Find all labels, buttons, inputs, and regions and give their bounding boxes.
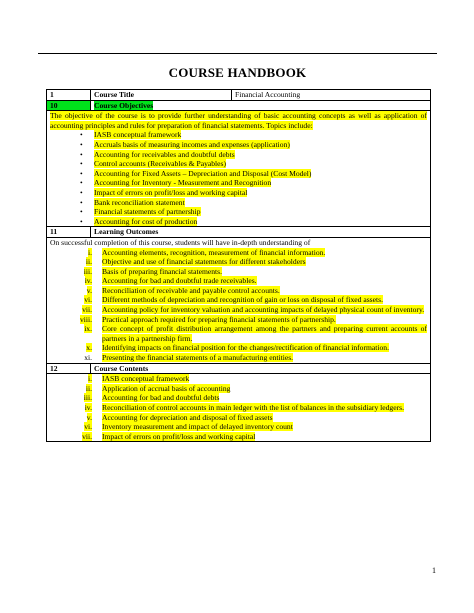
list-item-number: iv.	[84, 403, 92, 412]
list-item	[50, 248, 427, 258]
list-item-text: Financial statements of partnership	[94, 207, 201, 217]
list-item	[50, 393, 427, 403]
list-item	[50, 432, 427, 442]
page-title: COURSE HANDBOOK	[168, 65, 307, 80]
row-number: 10	[47, 101, 91, 111]
list-item	[80, 188, 427, 198]
list-item-text: Identifying impacts on financial position for the changes/rectification of financial information.	[102, 343, 389, 353]
list-item	[50, 343, 427, 353]
objectives-list	[50, 130, 427, 226]
list-item-number: ii.	[85, 383, 92, 393]
list-item-text: Objective and use of financial statements for different stakeholders	[102, 257, 306, 267]
list-item	[50, 267, 427, 277]
course-title-label: Course Title	[91, 90, 232, 100]
list-item	[50, 324, 427, 343]
list-item-number: ii.	[85, 257, 92, 267]
list-item	[50, 295, 427, 305]
section-heading: Learning Outcomes	[94, 227, 159, 237]
list-item-number: viii.	[79, 314, 92, 324]
list-item-text: Bank reconciliation statement	[94, 197, 185, 207]
table-row-contents-body	[47, 373, 430, 441]
course-title-value: Financial Accounting	[235, 90, 301, 99]
list-item	[50, 384, 427, 394]
list-item-text: Presenting the financial statements of a manufacturing entities.	[102, 353, 294, 363]
list-item-number: iv.	[84, 276, 92, 286]
course-table	[46, 89, 431, 442]
header-rule	[38, 53, 437, 54]
list-item-text: IASB conceptual framework	[102, 374, 190, 384]
list-item-number: vii.	[82, 431, 92, 441]
outcomes-list	[50, 248, 427, 363]
list-item	[80, 159, 427, 169]
outcomes-intro: On successful completion of this course, students will have in-depth understanding of	[50, 237, 311, 247]
list-item-text: Different methods of depreciation and recognition of gain or loss on disposal of fixed assets.	[102, 295, 383, 305]
list-item-number: v.	[86, 412, 92, 422]
list-item-text: Accounting for cost of production	[94, 216, 198, 226]
list-item-number: vi.	[84, 295, 92, 305]
list-item	[50, 353, 427, 363]
list-item-text: Reconciliation of receivable and payable control accounts.	[102, 285, 280, 295]
list-item-text: Accounting for bad and doubtful debts	[102, 393, 220, 403]
objectives-intro: The objective of the course is to provide further understanding of basic accounting concepts as well as application of accounting principles and rules for preparation of financial statements. Topics include:	[50, 111, 427, 130]
table-row-outcomes-header	[47, 226, 430, 237]
contents-list	[50, 374, 427, 441]
section-heading: Course Contents	[94, 363, 149, 373]
list-item-number: xi.	[84, 353, 92, 363]
list-item	[50, 286, 427, 296]
list-item-text: IASB conceptual framework	[94, 130, 182, 140]
list-item	[50, 374, 427, 384]
list-item-number: i.	[87, 374, 92, 384]
list-item-text: Core concept of profit distribution arrangement among the partners and preparing current accounts of partners in a partnership firm.	[102, 324, 427, 343]
list-item-text: Accounting for depreciation and disposal of fixed assets	[102, 412, 273, 422]
list-item	[50, 422, 427, 432]
row-number: 11	[47, 227, 91, 237]
list-item-number: x.	[86, 343, 92, 353]
list-item-text: Accounting for Fixed Assets – Depreciation and Disposal (Cost Model)	[94, 168, 312, 178]
list-item-text: Inventory measurement and impact of delayed inventory count	[102, 422, 293, 432]
list-item-text: Impact of errors on profit/loss and working capital	[102, 431, 256, 441]
table-row-outcomes-body	[47, 237, 430, 363]
list-item-text: Accounting for bad and doubtful trade receivables.	[102, 276, 257, 286]
list-item-text: Accruals basis of measuring incomes and expenses (application)	[94, 139, 290, 149]
row-number: 12	[47, 364, 91, 374]
list-item	[80, 198, 427, 208]
table-row-contents-header	[47, 363, 430, 374]
list-item-text: Accounting policy for inventory valuation and accounting impacts of delayed physical count of inventory.	[102, 305, 425, 315]
list-item	[80, 178, 427, 188]
list-item-text: Control accounts (Receivables & Payables)	[94, 159, 227, 169]
page-number: 1	[432, 566, 436, 575]
list-item	[80, 130, 427, 140]
list-item-number: ix.	[84, 324, 92, 334]
list-item	[50, 403, 427, 413]
list-item-text: Practical approach required for preparing financial statements of partnership.	[102, 314, 336, 324]
list-item-number: v.	[86, 285, 92, 295]
list-item-number: vii.	[82, 305, 92, 315]
table-row-objectives-header	[47, 100, 430, 111]
list-item-number: vi.	[84, 422, 92, 432]
list-item	[80, 207, 427, 217]
list-item-text: Basis of preparing financial statements.	[102, 266, 222, 276]
table-row-course-title	[47, 90, 430, 100]
list-item-number: i.	[87, 247, 92, 257]
list-item	[80, 150, 427, 160]
list-item-text: Application of accrual basis of accounting	[102, 383, 231, 393]
list-item	[80, 169, 427, 179]
list-item	[80, 217, 427, 227]
list-item	[50, 305, 427, 315]
row-number: 1	[47, 90, 91, 100]
list-item-text: Accounting elements, recognition, measurement of financial information.	[102, 247, 326, 257]
list-item	[80, 140, 427, 150]
list-item	[50, 276, 427, 286]
list-item-number: iii.	[83, 266, 92, 276]
table-row-objectives-body	[47, 110, 430, 226]
list-item	[50, 257, 427, 267]
list-item-text: Accounting for receivables and doubtful debts	[94, 149, 235, 159]
list-item-text: Reconciliation of control accounts in main ledger with the list of balances in the subsidiary ledgers.	[102, 403, 404, 412]
list-item-text: Impact of errors on profit/loss and working capital	[94, 187, 248, 197]
list-item	[50, 413, 427, 423]
list-item-text: Accounting for Inventory - Measurement and Recognition	[94, 178, 272, 188]
section-heading: Course Objectives	[94, 100, 154, 110]
list-item-number: iii.	[83, 393, 92, 403]
list-item	[50, 315, 427, 325]
